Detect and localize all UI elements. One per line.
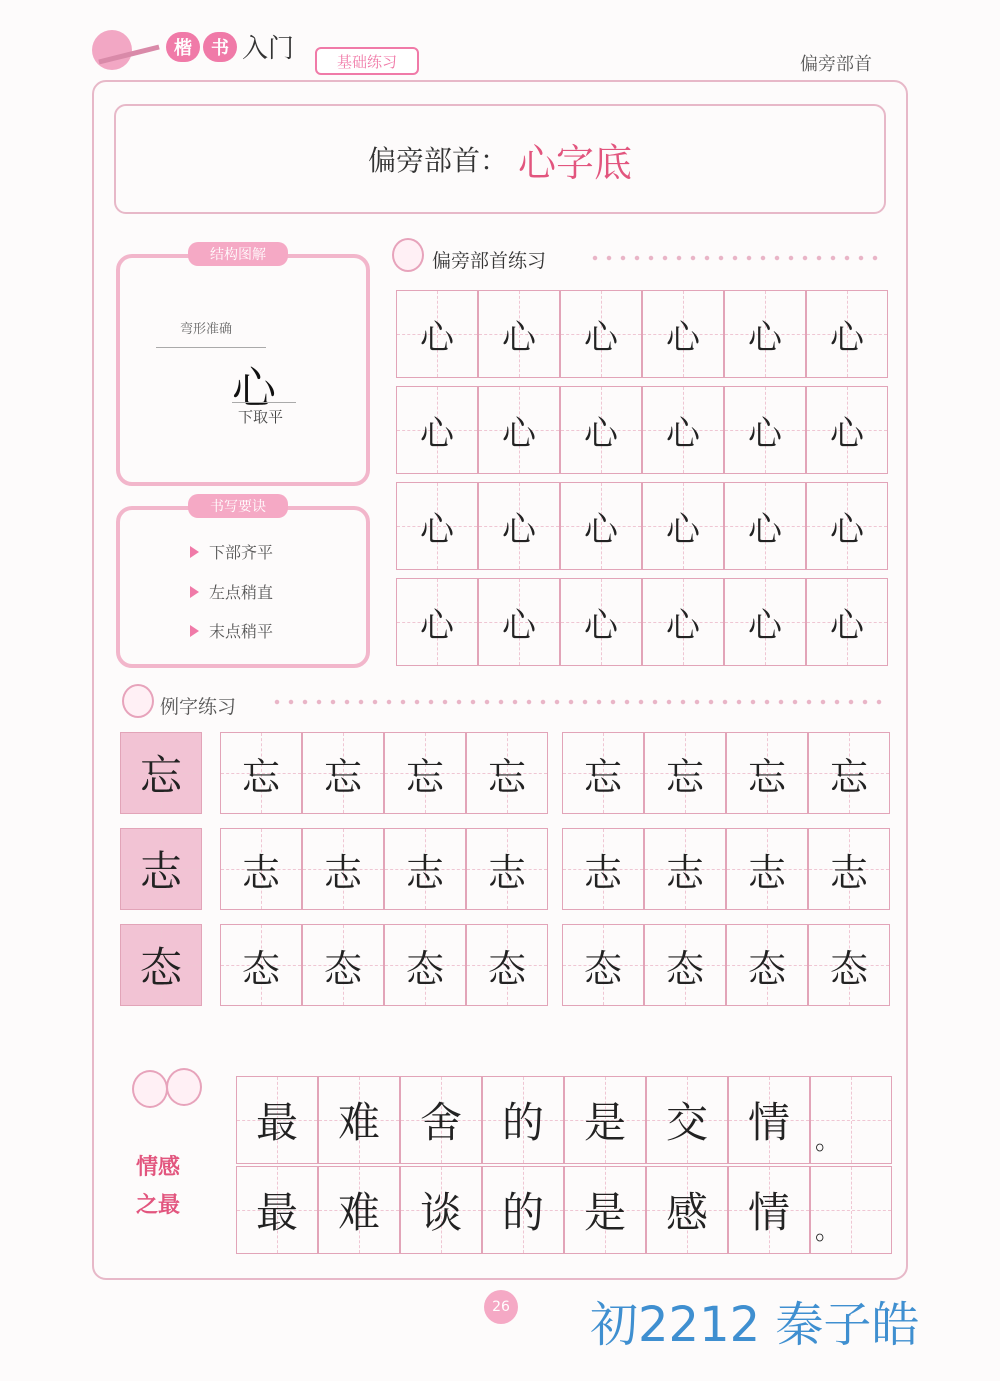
radical-practice-cell [806, 482, 888, 570]
practice-character: 心 [830, 413, 864, 454]
example-practice-label: 例字练习 [160, 696, 237, 718]
poem-cell [400, 1076, 482, 1164]
example-sample-cell [120, 924, 202, 1006]
example-practice-cell [808, 828, 890, 910]
practice-character: 心 [420, 605, 454, 646]
example-practice-cell [466, 732, 548, 814]
radical-practice-cell [560, 290, 642, 378]
radical-practice-cell [396, 578, 478, 666]
practice-character: 心 [830, 509, 864, 550]
practice-character: 的 [501, 1188, 544, 1237]
title-box [114, 104, 886, 214]
page-number-badge [484, 1290, 518, 1324]
radical-practice-cell [478, 578, 560, 666]
practice-character: 心 [666, 605, 700, 646]
poem-cell [318, 1166, 400, 1254]
poem-cell [646, 1076, 728, 1164]
radical-practice-cell [642, 482, 724, 570]
radical-practice-label: 偏旁部首练习 [432, 250, 547, 272]
practice-character: 心 [830, 605, 864, 646]
example-practice-cell [384, 924, 466, 1006]
practice-character: 志 [323, 850, 362, 895]
radical-practice-cell [806, 578, 888, 666]
practice-character: 心 [584, 605, 618, 646]
radical-practice-cell [642, 386, 724, 474]
practice-character: 态 [583, 946, 622, 991]
practice-character: 态 [829, 946, 868, 991]
poem-cell [482, 1166, 564, 1254]
practice-character: 忘 [405, 754, 444, 799]
radical-practice-cell [724, 386, 806, 474]
cartoon-child-icon [122, 684, 154, 718]
radical-practice-cell [396, 290, 478, 378]
title-radical: 心字底 [518, 140, 633, 185]
practice-character: 心 [666, 317, 700, 358]
poem-cell [810, 1076, 892, 1164]
example-practice-cell [726, 924, 808, 1006]
poem-cell [564, 1076, 646, 1164]
radical-practice-cell [560, 578, 642, 666]
cartoon-child-icon [392, 238, 424, 272]
annotation-note-top: 弯形准确 [180, 322, 233, 337]
practice-character: 最 [255, 1098, 298, 1147]
poem-cell [728, 1166, 810, 1254]
poem-cell [236, 1166, 318, 1254]
practice-character: 志 [405, 850, 444, 895]
example-practice-cell [466, 924, 548, 1006]
brand-pill-2: 书 [203, 32, 237, 62]
example-practice-cell [808, 924, 890, 1006]
example-practice-cell [808, 732, 890, 814]
practice-character: 情 [747, 1188, 790, 1237]
practice-character: 最 [255, 1188, 298, 1237]
example-practice-cell [644, 732, 726, 814]
practice-character: 心 [584, 413, 618, 454]
poem-cell [728, 1076, 810, 1164]
example-practice-cell [384, 828, 466, 910]
example-practice-cell [562, 828, 644, 910]
brand-pill-1: 楷 [166, 32, 200, 62]
radical-practice-cell [806, 386, 888, 474]
brand-main: 入门 [242, 34, 295, 64]
poem-side-label-2: 之最 [136, 1193, 181, 1218]
radical-practice-cell [724, 578, 806, 666]
annotation-note-bottom: 下取平 [238, 408, 284, 426]
poem-cell [236, 1076, 318, 1164]
example-practice-cell [466, 828, 548, 910]
example-practice-cell [562, 732, 644, 814]
practice-character: 交 [665, 1098, 708, 1147]
practice-character: 志 [583, 850, 622, 895]
practice-character: 忘 [583, 754, 622, 799]
example-sample-cell [120, 828, 202, 910]
triangle-bullet-icon [190, 625, 199, 637]
example-practice-cell [644, 924, 726, 1006]
example-practice-cell [726, 732, 808, 814]
practice-character: 心 [502, 509, 536, 550]
annotation-tag: 结构图解 [188, 242, 288, 266]
practice-character: 心 [748, 509, 782, 550]
practice-character: 志 [747, 850, 786, 895]
practice-character: 心 [420, 509, 454, 550]
practice-character: 志 [487, 850, 526, 895]
radical-practice-cell [806, 290, 888, 378]
radical-practice-cell [724, 482, 806, 570]
poem-punctuation: 。 [815, 1216, 842, 1246]
example-practice-cell [220, 924, 302, 1006]
practice-character: 忘 [747, 754, 786, 799]
radical-practice-cell [560, 386, 642, 474]
practice-character: 感 [665, 1188, 708, 1237]
poem-side-label-1: 情感 [136, 1155, 181, 1180]
radical-practice-cell [478, 290, 560, 378]
practice-character: 心 [420, 317, 454, 358]
poem-cell [646, 1166, 728, 1254]
brush-pot-icon [92, 30, 132, 70]
practice-character: 志 [665, 850, 704, 895]
practice-character: 态 [323, 946, 362, 991]
annotation-character: 心 [232, 363, 276, 414]
poem-cell [318, 1076, 400, 1164]
example-practice-cell [220, 828, 302, 910]
practice-character: 态 [747, 946, 786, 991]
example-practice-cell [302, 828, 384, 910]
practice-character: 心 [748, 605, 782, 646]
practice-character: 心 [584, 509, 618, 550]
example-sample-cell [120, 732, 202, 814]
tips-tag: 书写要诀 [188, 494, 288, 518]
practice-character: 是 [583, 1188, 626, 1237]
example-practice-cell [644, 828, 726, 910]
example-practice-cell [384, 732, 466, 814]
practice-character: 是 [583, 1098, 626, 1147]
dotted-divider [270, 697, 882, 707]
practice-character: 心 [666, 509, 700, 550]
practice-character: 态 [487, 946, 526, 991]
page-number: 26 [492, 1299, 510, 1315]
poem-cell [400, 1166, 482, 1254]
practice-character: 心 [830, 317, 864, 358]
poem-cell [810, 1166, 892, 1254]
annotation-line [156, 347, 266, 348]
practice-character: 态 [405, 946, 444, 991]
triangle-bullet-icon [190, 546, 199, 558]
radical-practice-cell [560, 482, 642, 570]
practice-character: 情 [747, 1098, 790, 1147]
practice-character: 忘 [665, 754, 704, 799]
practice-character: 忘 [241, 754, 280, 799]
annotation-line-2 [232, 402, 296, 403]
practice-character: 态 [139, 943, 182, 992]
practice-character: 态 [665, 946, 704, 991]
practice-character: 舍 [419, 1098, 462, 1147]
radical-practice-cell [642, 290, 724, 378]
watermark: 初2212 秦子皓 [590, 1297, 920, 1353]
radical-practice-cell [724, 290, 806, 378]
practice-character: 心 [502, 413, 536, 454]
practice-character: 心 [584, 317, 618, 358]
practice-character: 心 [748, 413, 782, 454]
cartoon-children-icon [132, 1070, 168, 1108]
tip-item: 末点稍平 [190, 619, 273, 642]
practice-character: 心 [502, 605, 536, 646]
radical-practice-cell [478, 482, 560, 570]
practice-character: 的 [501, 1098, 544, 1147]
practice-character: 难 [337, 1188, 380, 1237]
practice-character: 心 [748, 317, 782, 358]
tip-item: 左点稍直 [190, 580, 273, 603]
header-section: 偏旁部首 [800, 54, 872, 75]
practice-character: 忘 [487, 754, 526, 799]
tip-item: 下部齐平 [190, 540, 273, 563]
poem-cell [564, 1166, 646, 1254]
poem-punctuation: 。 [815, 1126, 842, 1156]
triangle-bullet-icon [190, 586, 199, 598]
practice-character: 志 [139, 847, 182, 896]
example-practice-cell [302, 732, 384, 814]
radical-practice-cell [396, 386, 478, 474]
radical-practice-cell [642, 578, 724, 666]
practice-character: 志 [829, 850, 868, 895]
radical-practice-cell [478, 386, 560, 474]
poem-cell [482, 1076, 564, 1164]
practice-character: 忘 [323, 754, 362, 799]
practice-character: 忘 [139, 751, 182, 800]
practice-character: 心 [666, 413, 700, 454]
practice-character: 志 [241, 850, 280, 895]
dotted-divider [588, 253, 884, 263]
example-practice-cell [220, 732, 302, 814]
practice-character: 心 [420, 413, 454, 454]
radical-practice-cell [396, 482, 478, 570]
practice-character: 心 [502, 317, 536, 358]
practice-character: 忘 [829, 754, 868, 799]
brand-box: 基础练习 [315, 47, 419, 75]
title-prefix: 偏旁部首： [367, 144, 508, 177]
example-practice-cell [562, 924, 644, 1006]
practice-character: 态 [241, 946, 280, 991]
practice-character: 谈 [419, 1188, 462, 1237]
cartoon-children-icon [166, 1068, 202, 1106]
example-practice-cell [302, 924, 384, 1006]
practice-character: 难 [337, 1098, 380, 1147]
example-practice-cell [726, 828, 808, 910]
